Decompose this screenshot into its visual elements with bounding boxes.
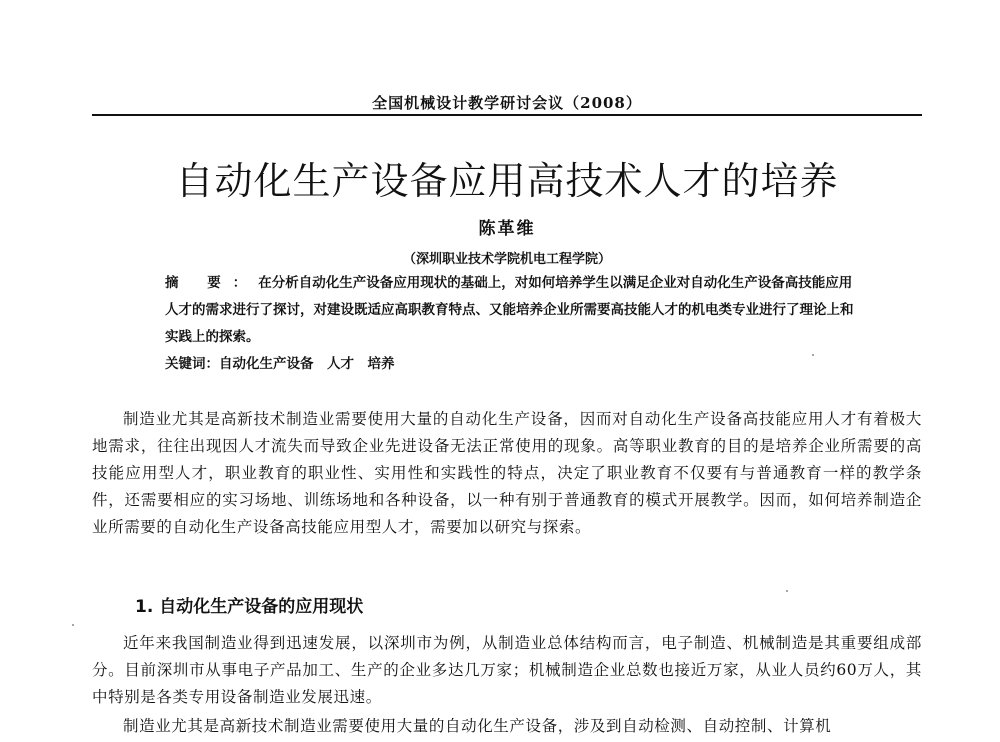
keywords-label: 关键词：	[165, 356, 219, 372]
abstract-label: 摘 要：	[165, 275, 259, 291]
section-paragraph-continued: 制造业尤其是高新技术制造业需要使用大量的自动化生产设备，涉及到自动检测、自动控制、计算机	[123, 717, 832, 735]
abstract	[165, 270, 865, 351]
author-affiliation: （深圳职业技术学院机电工程学院）	[402, 252, 611, 267]
keywords-text: 自动化生产设备 人才 培养	[219, 356, 395, 372]
scan-speck	[812, 354, 814, 356]
scan-speck	[786, 590, 788, 592]
paper-title: 自动化生产设备应用高技术人才的培养	[175, 159, 839, 203]
abstract-text: 在分析自动化生产设备应用现状的基础上，对如何培养学生以满足企业对自动化生产设备高技能应用人才的需求进行了探讨，对建设既适应高职教育特点、又能培养企业所需要高技能人才的机电类专业进行了理论上和实践上的探索。	[165, 275, 854, 345]
abstract-block	[165, 270, 865, 378]
header-rule	[92, 114, 922, 116]
scan-speck	[72, 624, 74, 626]
keywords	[165, 351, 865, 378]
intro-paragraph: 制造业尤其是高新技术制造业需要使用大量的自动化生产设备，因而对自动化生产设备高技能应用人才有着极大地需求，往往出现因人才流失而导致企业先进设备无法正常使用的现象。高等职业教育的目的是培养企业所需要的高技能应用型人才，职业教育的职业性、实用性和实践性的特点，决定了职业教育不仅要有与普通教育一样的教学条件，还需要相应的实习场地、训练场地和各种设备，以一种有别于普通教育的模式开展教学。因而，如何培养制造企业所需要的自动化生产设备高技能应用型人才，需要加以研究与探索。	[92, 410, 922, 536]
section-heading: 1. 自动化生产设备的应用现状	[135, 597, 364, 617]
section-paragraph: 近年来我国制造业得到迅速发展，以深圳市为例，从制造业总体结构而言，电子制造、机械制造是其重要组成部分。目前深圳市从事电子产品加工、生产的企业多达几万家；机械制造企业总数也接近万家，从业人员约60万人，其中特别是各类专用设备制造业发展迅速。	[92, 634, 922, 706]
running-head: 全国机械设计教学研讨会议（2008）	[372, 94, 642, 112]
author-name: 陈革维	[478, 219, 536, 239]
